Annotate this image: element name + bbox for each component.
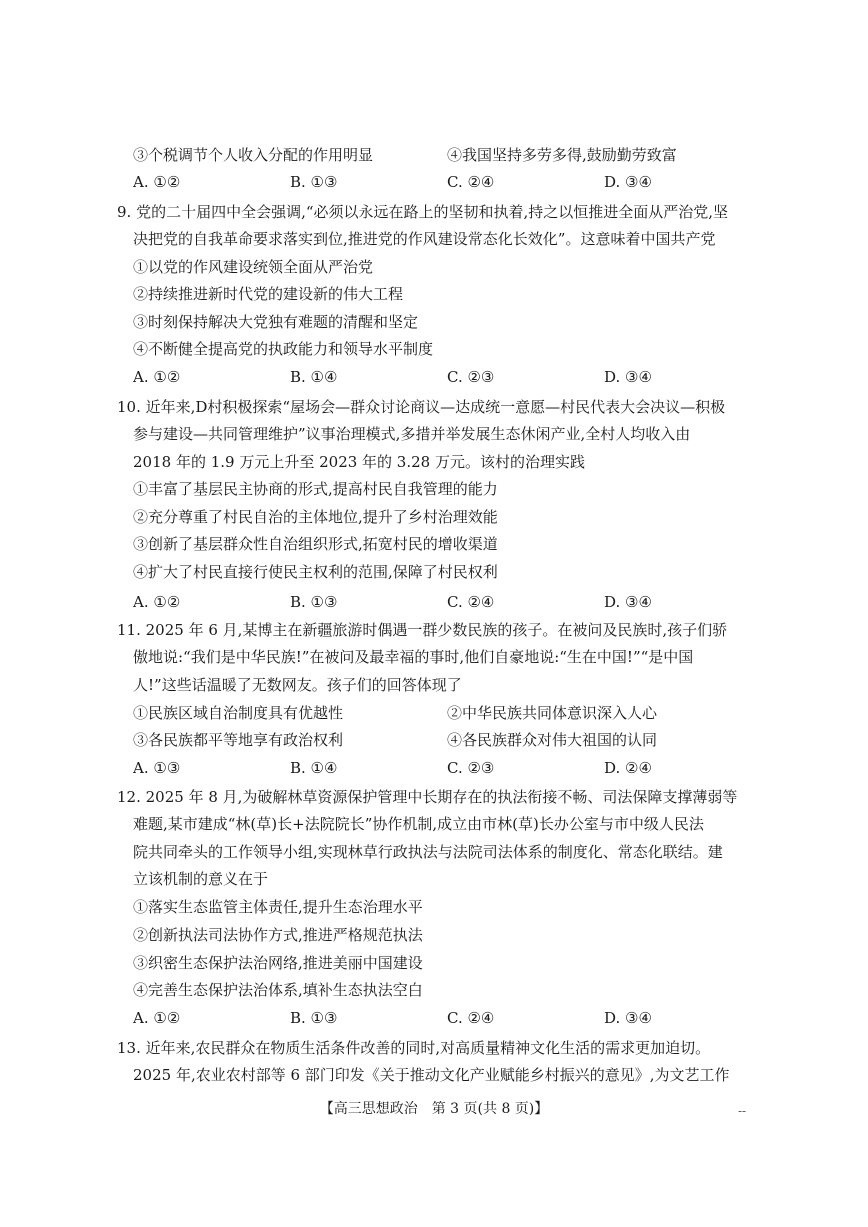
q9-stem-line: 决把党的自我革命要求落实到位,推进党的作风建设常态化长效化”。这意味着中国共产党 [133,230,716,248]
q8-option-c: C. ②④ [447,173,495,191]
q9-item-3: ③时刻保持解决大党独有难题的清醒和坚定 [133,313,419,331]
q9-item-2: ②持续推进新时代党的建设新的伟大工程 [133,285,404,303]
q13-stem-line: 13. 近年来,农民群众在物质生活条件改善的同时,对高质量精神文化生活的需求更加迫切。 [117,1039,711,1057]
q12-item-1: ①落实生态监管主体责任,提升生态治理水平 [133,898,423,916]
q11-item-2: ②中华民族共同体意识深入人心 [447,704,658,722]
q12-stem-line: 难题,某市建成“林(草)长+法院院长”协作机制,成立由市林(草)长办公室与市中级人民法 [133,815,704,833]
q13-stem-line: 2025 年,农业农村部等 6 部门印发《关于推动文化产业赋能乡村振兴的意见》,为文艺工作 [133,1066,730,1084]
q11-item-4: ④各民族群众对伟大祖国的认同 [447,731,658,749]
q11-option-a: A. ①③ [133,759,181,777]
q10-stem-line: 参与建设—共同管理维护”议事治理模式,多措并举发展生态休闲产业,全村人均收入由 [133,425,691,443]
corner-mark: -- [738,1104,747,1118]
q9-item-1: ①以党的作风建设统领全面从严治党 [133,258,374,276]
q12-option-d: D. ③④ [604,1009,652,1027]
page-footer: 【高三思想政治 第 3 页(共 8 页)】 [319,1101,549,1117]
q11-option-b: B. ①④ [290,759,338,777]
q9-option-a: A. ①② [133,368,181,386]
q8-item-4: ④我国坚持多劳多得,鼓励勤劳致富 [447,146,677,164]
q10-option-b: B. ①③ [290,593,338,611]
q9-option-c: C. ②③ [447,368,495,386]
q12-item-3: ③织密生态保护法治网络,推进美丽中国建设 [133,954,423,972]
q11-option-d: D. ②④ [604,759,652,777]
q9-item-4: ④不断健全提高党的执政能力和领导水平制度 [133,340,434,358]
q12-option-c: C. ②④ [447,1009,495,1027]
q10-item-3: ③创新了基层群众性自治组织形式,拓宽村民的增收渠道 [133,535,498,553]
q11-item-1: ①民族区域自治制度具有优越性 [133,704,344,722]
q10-option-c: C. ②④ [447,593,495,611]
q11-stem-line: 人!”这些话温暖了无数网友。孩子们的回答体现了 [133,676,462,694]
q10-item-2: ②充分尊重了村民自治的主体地位,提升了乡村治理效能 [133,508,498,526]
q9-option-d: D. ③④ [604,368,652,386]
q10-option-a: A. ①② [133,593,181,611]
q11-stem-line: 傲地说:“我们是中华民族!”在被问及最幸福的事时,他们自豪地说:“生在中国!”“是中国 [133,648,694,666]
q8-option-d: D. ③④ [604,173,652,191]
q12-item-2: ②创新执法司法协作方式,推进严格规范执法 [133,926,423,944]
q8-option-b: B. ①③ [290,173,338,191]
q11-item-3: ③各民族都平等地享有政治权利 [133,731,344,749]
q12-option-a: A. ①② [133,1009,181,1027]
q10-option-d: D. ③④ [604,593,652,611]
q10-stem-line: 2018 年的 1.9 万元上升至 2023 年的 3.28 万元。该村的治理实践 [133,453,585,471]
q8-item-3: ③个税调节个人收入分配的作用明显 [133,146,374,164]
q12-option-b: B. ①③ [290,1009,338,1027]
q12-item-4: ④完善生态保护法治体系,填补生态执法空白 [133,981,423,999]
q11-option-c: C. ②③ [447,759,495,777]
q12-stem-line: 立该机制的意义在于 [133,870,269,888]
q10-item-4: ④扩大了村民直接行使民主权利的范围,保障了村民权利 [133,563,498,581]
q9-option-b: B. ①④ [290,368,338,386]
q9-stem-line: 9. 党的二十届四中全会强调,“必须以永远在路上的坚韧和执着,持之以恒推进全面从严治党,坚 [117,203,729,221]
q12-stem-line: 院共同牵头的工作领导小组,实现林草行政执法与法院司法体系的制度化、常态化联结。建 [133,843,723,861]
q8-option-a: A. ①② [133,173,181,191]
q11-stem-line: 11. 2025 年 6 月,某博主在新疆旅游时偶遇一群少数民族的孩子。在被问及民族时,孩子们骄 [117,621,728,639]
q10-stem-line: 10. 近年来,D村积极探索“屋场会—群众讨论商议—达成统一意愿—村民代表大会决议—积极 [117,398,726,416]
q10-item-1: ①丰富了基层民主协商的形式,提高村民自我管理的能力 [133,480,498,498]
q12-stem-line: 12. 2025 年 8 月,为破解林草资源保护管理中长期存在的执法衔接不畅、司法保障支撑薄弱等 [117,788,738,806]
